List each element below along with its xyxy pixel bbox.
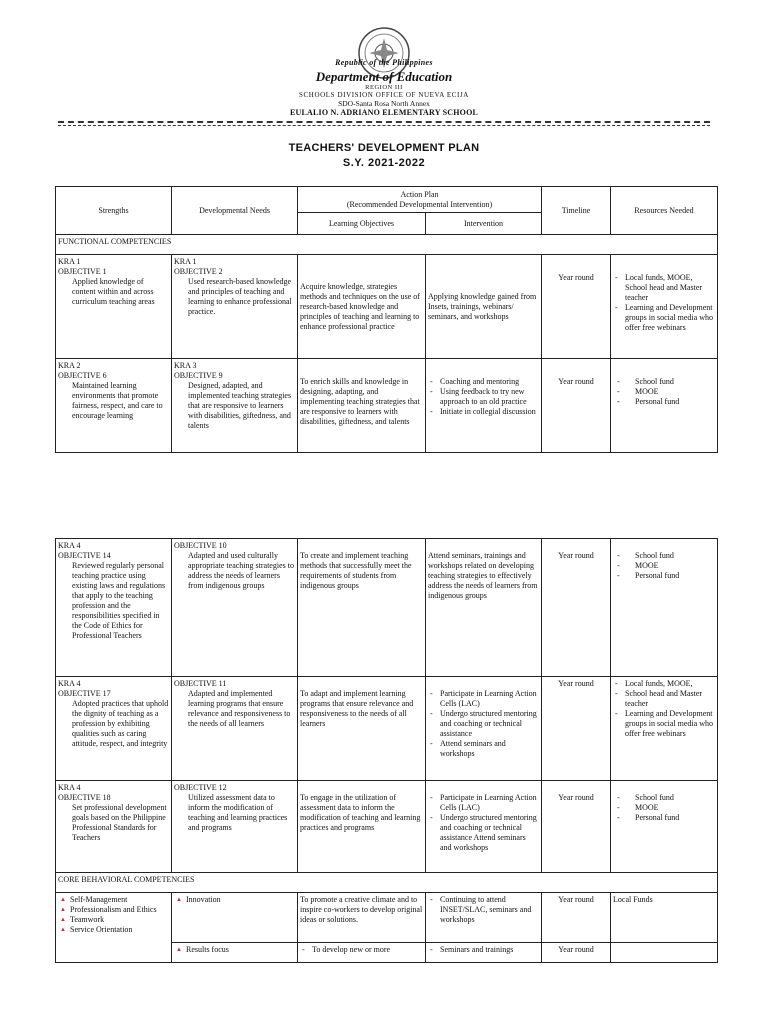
timeline-cell: Year round [542,359,611,453]
resources-cell: - School fund - MOOE - Personal fund [611,359,718,453]
col-header-action-plan: Action Plan (Recommended Developmental Intervention) [298,187,542,213]
table-row [56,781,718,873]
core-strengths-cell: ▲ Self-Management ▲ Professionalism and Ethics ▲ Teamwork ▲ Service Orientation [56,893,172,963]
need-cell: OBJECTIVE 11 Adapted and implemented learning programs that ensure relevance and responsiveness to the needs of all learners [172,677,298,781]
intervention-cell: - Participate in Learning Action Cells (LAC) - Undergo structured mentoring and coaching or technical assistance - Attend seminars and workshops [426,677,542,781]
table-row [56,255,718,359]
school-year: S.Y. 2021-2022 [342,157,426,169]
need-cell: OBJECTIVE 12 Utilized assessment data to inform the modification of teaching and learning practices and programs [172,781,298,873]
intervention-cell: - Continuing to attend INSET/SLAC, seminars and workshops [426,893,542,943]
timeline-cell: Year round [542,677,611,781]
intervention-cell: - Seminars and trainings [426,943,542,963]
timeline-cell: Year round [542,781,611,873]
timeline-cell: Year round [542,893,611,943]
timeline-cell: Year round [542,943,611,963]
table-row [56,539,718,677]
annex-label: SDO-Santa Rosa North Annex [338,99,430,108]
school-name: EULALIO N. ADRIANO ELEMENTARY SCHOOL [289,108,479,117]
strength-cell: KRA 4 OBJECTIVE 17 Adopted practices that uphold the dignity of teaching as a profession by exhibiting qualities such as caring attitude, respect, and integrity [56,677,172,781]
strength-cell: KRA 2 OBJECTIVE 6 Maintained learning environments that promote fairness, respect, and care to encourage learning [56,359,172,453]
intervention-cell: Applying knowledge gained from Insets, trainings, webinars/ seminars, and workshops [426,255,542,359]
intervention-cell: - Coaching and mentoring - Using feedback to try new approach to an old practice - Initiate in collegial discussion [426,359,542,453]
col-header-strengths: Strengths [56,187,172,235]
header-divider [58,121,710,123]
col-header-resources: Resources Needed [611,187,718,235]
resources-cell: - School fund - MOOE - Personal fund [611,539,718,677]
need-cell: OBJECTIVE 10 Adapted and used culturally appropriate teaching strategies to address the needs of learners from indigenous groups [172,539,298,677]
need-cell: ▲ Innovation [172,893,298,943]
resources-cell: Local Funds [611,893,718,943]
objective-cell: Acquire knowledge, strategies methods and techniques on the use of research-based knowledge and principles of teaching and learning to enhance professional practice [298,255,426,359]
republic-label: Republic of the Philippines [335,58,433,67]
col-header-intervention: Intervention [426,213,542,235]
division-label: SCHOOLS DIVISION OFFICE OF NUEVA ECIJA [299,91,469,99]
objective-cell: To enrich skills and knowledge in designing, adapting, and implementing teaching strategies that are responsive to learners with disabilities, giftedness, and talents [298,359,426,453]
development-plan-table-1 [55,186,718,453]
page-title: TEACHERS' DEVELOPMENT PLAN [288,142,480,154]
table-row [56,893,718,943]
table-row [56,677,718,781]
intervention-cell: Attend seminars, trainings and workshops related on developing teaching strategies to effectively address the needs of learners from indigenous groups [426,539,542,677]
objective-cell: To promote a creative climate and to inspire co-workers to develop original ideas or solutions. [298,893,426,943]
development-plan-table-2 [55,538,718,963]
need-cell: KRA 3 OBJECTIVE 9 Designed, adapted, and implemented teaching strategies that are responsive to learners with disabilities, giftedness, and talents [172,359,298,453]
resources-cell [611,943,718,963]
strength-cell: KRA 4 OBJECTIVE 14 Reviewed regularly personal teaching practice using existing laws and regulations that apply to the teaching profession and the responsibilities specified in the Code of Ethics for Professional Teachers [56,539,172,677]
objective-cell: To engage in the utilization of assessment data to inform the modification of teaching and learning practices and programs [298,781,426,873]
objective-cell: To adapt and implement learning programs that ensure relevance and responsiveness to the needs of all learners [298,677,426,781]
col-header-needs: Developmental Needs [172,187,298,235]
department-name: Department of Education [315,69,453,84]
section-core: CORE BEHAVIORAL COMPETENCIES [56,873,718,893]
need-cell: ▲ Results focus [172,943,298,963]
need-cell: KRA 1 OBJECTIVE 2 Used research-based knowledge and principles of teaching and learning to enhance professional practice. [172,255,298,359]
table-row [56,359,718,453]
timeline-cell: Year round [542,255,611,359]
header-divider-2 [58,125,710,126]
col-header-timeline: Timeline [542,187,611,235]
resources-cell: - Local funds, MOOE, School head and Master teacher - Learning and Development groups in social media who offer free webinars [611,255,718,359]
region-label: REGION III [365,84,403,91]
col-header-objectives: Learning Objectives [298,213,426,235]
objective-cell: To create and implement teaching methods that successfully meet the requirements of students from indigenous groups [298,539,426,677]
resources-cell: - Local funds, MOOE, - School head and Master teacher - Learning and Development groups in social media who offer free webinars [611,677,718,781]
section-functional: FUNCTIONAL COMPETENCIES [56,235,718,255]
resources-cell: - School fund - MOOE - Personal fund [611,781,718,873]
objective-cell: - To develop new or more [298,943,426,963]
strength-cell: KRA 4 OBJECTIVE 18 Set professional development goals based on the Philippine Professional Standards for Teachers [56,781,172,873]
intervention-cell: - Participate in Learning Action Cells (LAC) - Undergo structured mentoring and coaching or technical assistance Attend seminars and workshops [426,781,542,873]
timeline-cell: Year round [542,539,611,677]
strength-cell: KRA 1 OBJECTIVE 1 Applied knowledge of content within and across curriculum teaching areas [56,255,172,359]
